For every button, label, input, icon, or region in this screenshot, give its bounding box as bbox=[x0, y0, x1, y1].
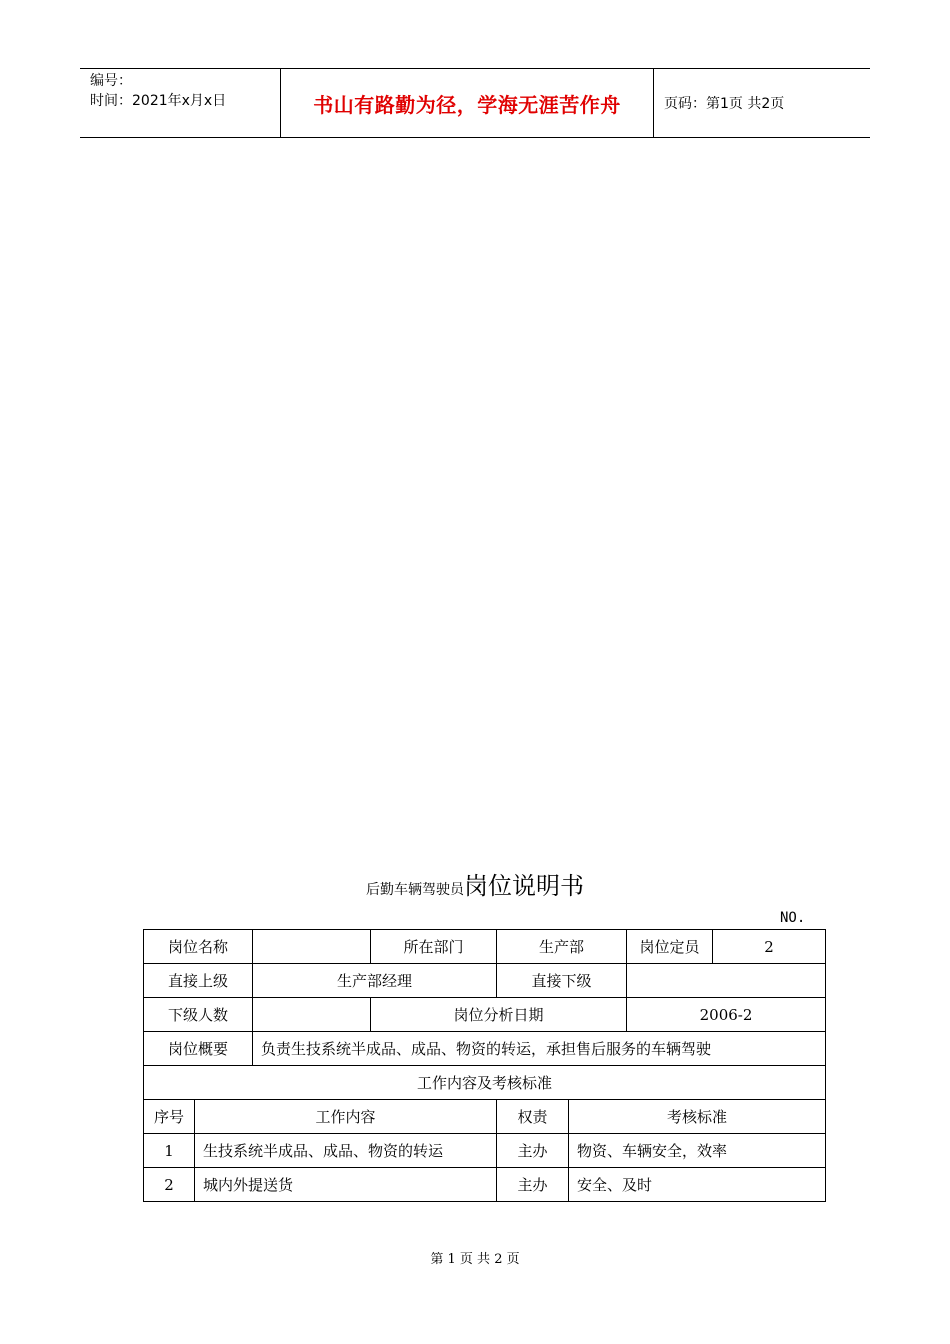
table-row bbox=[144, 1134, 826, 1168]
table-row bbox=[144, 930, 826, 964]
document-number: NO. bbox=[780, 910, 806, 926]
subordinate-value bbox=[627, 964, 826, 998]
page-footer: 第 1 页 共 2 页 bbox=[430, 1252, 520, 1267]
superior-label: 直接上级 bbox=[144, 964, 253, 998]
overview-label: 岗位概要 bbox=[144, 1032, 253, 1066]
item-content: 生技系统半成品、成品、物资的转运 bbox=[195, 1134, 497, 1168]
analysis-date-value: 2006-2 bbox=[627, 998, 826, 1032]
table-row bbox=[144, 998, 826, 1032]
subordinate-label: 直接下级 bbox=[497, 964, 627, 998]
column-header-content: 工作内容 bbox=[195, 1100, 497, 1134]
post-name-label: 岗位名称 bbox=[144, 930, 253, 964]
table-row bbox=[144, 1032, 826, 1066]
overview-value: 负责生技系统半成品、成品、物资的转运，承担售后服务的车辆驾驶 bbox=[253, 1032, 826, 1066]
superior-value: 生产部经理 bbox=[253, 964, 497, 998]
item-authority: 主办 bbox=[497, 1134, 569, 1168]
title-main: 岗位说明书 bbox=[464, 872, 584, 900]
section-title: 工作内容及考核标准 bbox=[144, 1066, 826, 1100]
analysis-date-label: 岗位分析日期 bbox=[371, 998, 627, 1032]
item-content: 城内外提送货 bbox=[195, 1168, 497, 1202]
column-header-seq: 序号 bbox=[144, 1100, 195, 1134]
table-row bbox=[144, 964, 826, 998]
header-page-info: 页码：第1页 共2页 bbox=[664, 96, 785, 112]
table-header-row bbox=[144, 1100, 826, 1134]
department-label: 所在部门 bbox=[371, 930, 497, 964]
item-seq: 1 bbox=[144, 1134, 195, 1168]
subordinate-count-value bbox=[253, 998, 371, 1032]
department-value: 生产部 bbox=[497, 930, 627, 964]
column-header-standard: 考核标准 bbox=[569, 1100, 826, 1134]
header-meta bbox=[80, 69, 281, 137]
page-header bbox=[80, 68, 870, 138]
item-authority: 主办 bbox=[497, 1168, 569, 1202]
title-prefix: 后勤车辆驾驶员 bbox=[366, 882, 464, 898]
job-description-table bbox=[143, 929, 826, 1202]
header-time-label: 时间：2021年x月x日 bbox=[90, 93, 227, 109]
item-seq: 2 bbox=[144, 1168, 195, 1202]
post-quota-label: 岗位定员 bbox=[627, 930, 713, 964]
item-standard: 物资、车辆安全，效率 bbox=[569, 1134, 826, 1168]
column-header-authority: 权责 bbox=[497, 1100, 569, 1134]
document-title bbox=[0, 866, 950, 901]
item-standard: 安全、及时 bbox=[569, 1168, 826, 1202]
table-row bbox=[144, 1066, 826, 1100]
header-motto: 书山有路勤为径，学海无涯苦作舟 bbox=[281, 69, 654, 137]
subordinate-count-label: 下级人数 bbox=[144, 998, 253, 1032]
header-number-label: 编号： bbox=[90, 73, 132, 89]
post-quota-value: 2 bbox=[713, 930, 826, 964]
table-row bbox=[144, 1168, 826, 1202]
post-name-value bbox=[253, 930, 371, 964]
